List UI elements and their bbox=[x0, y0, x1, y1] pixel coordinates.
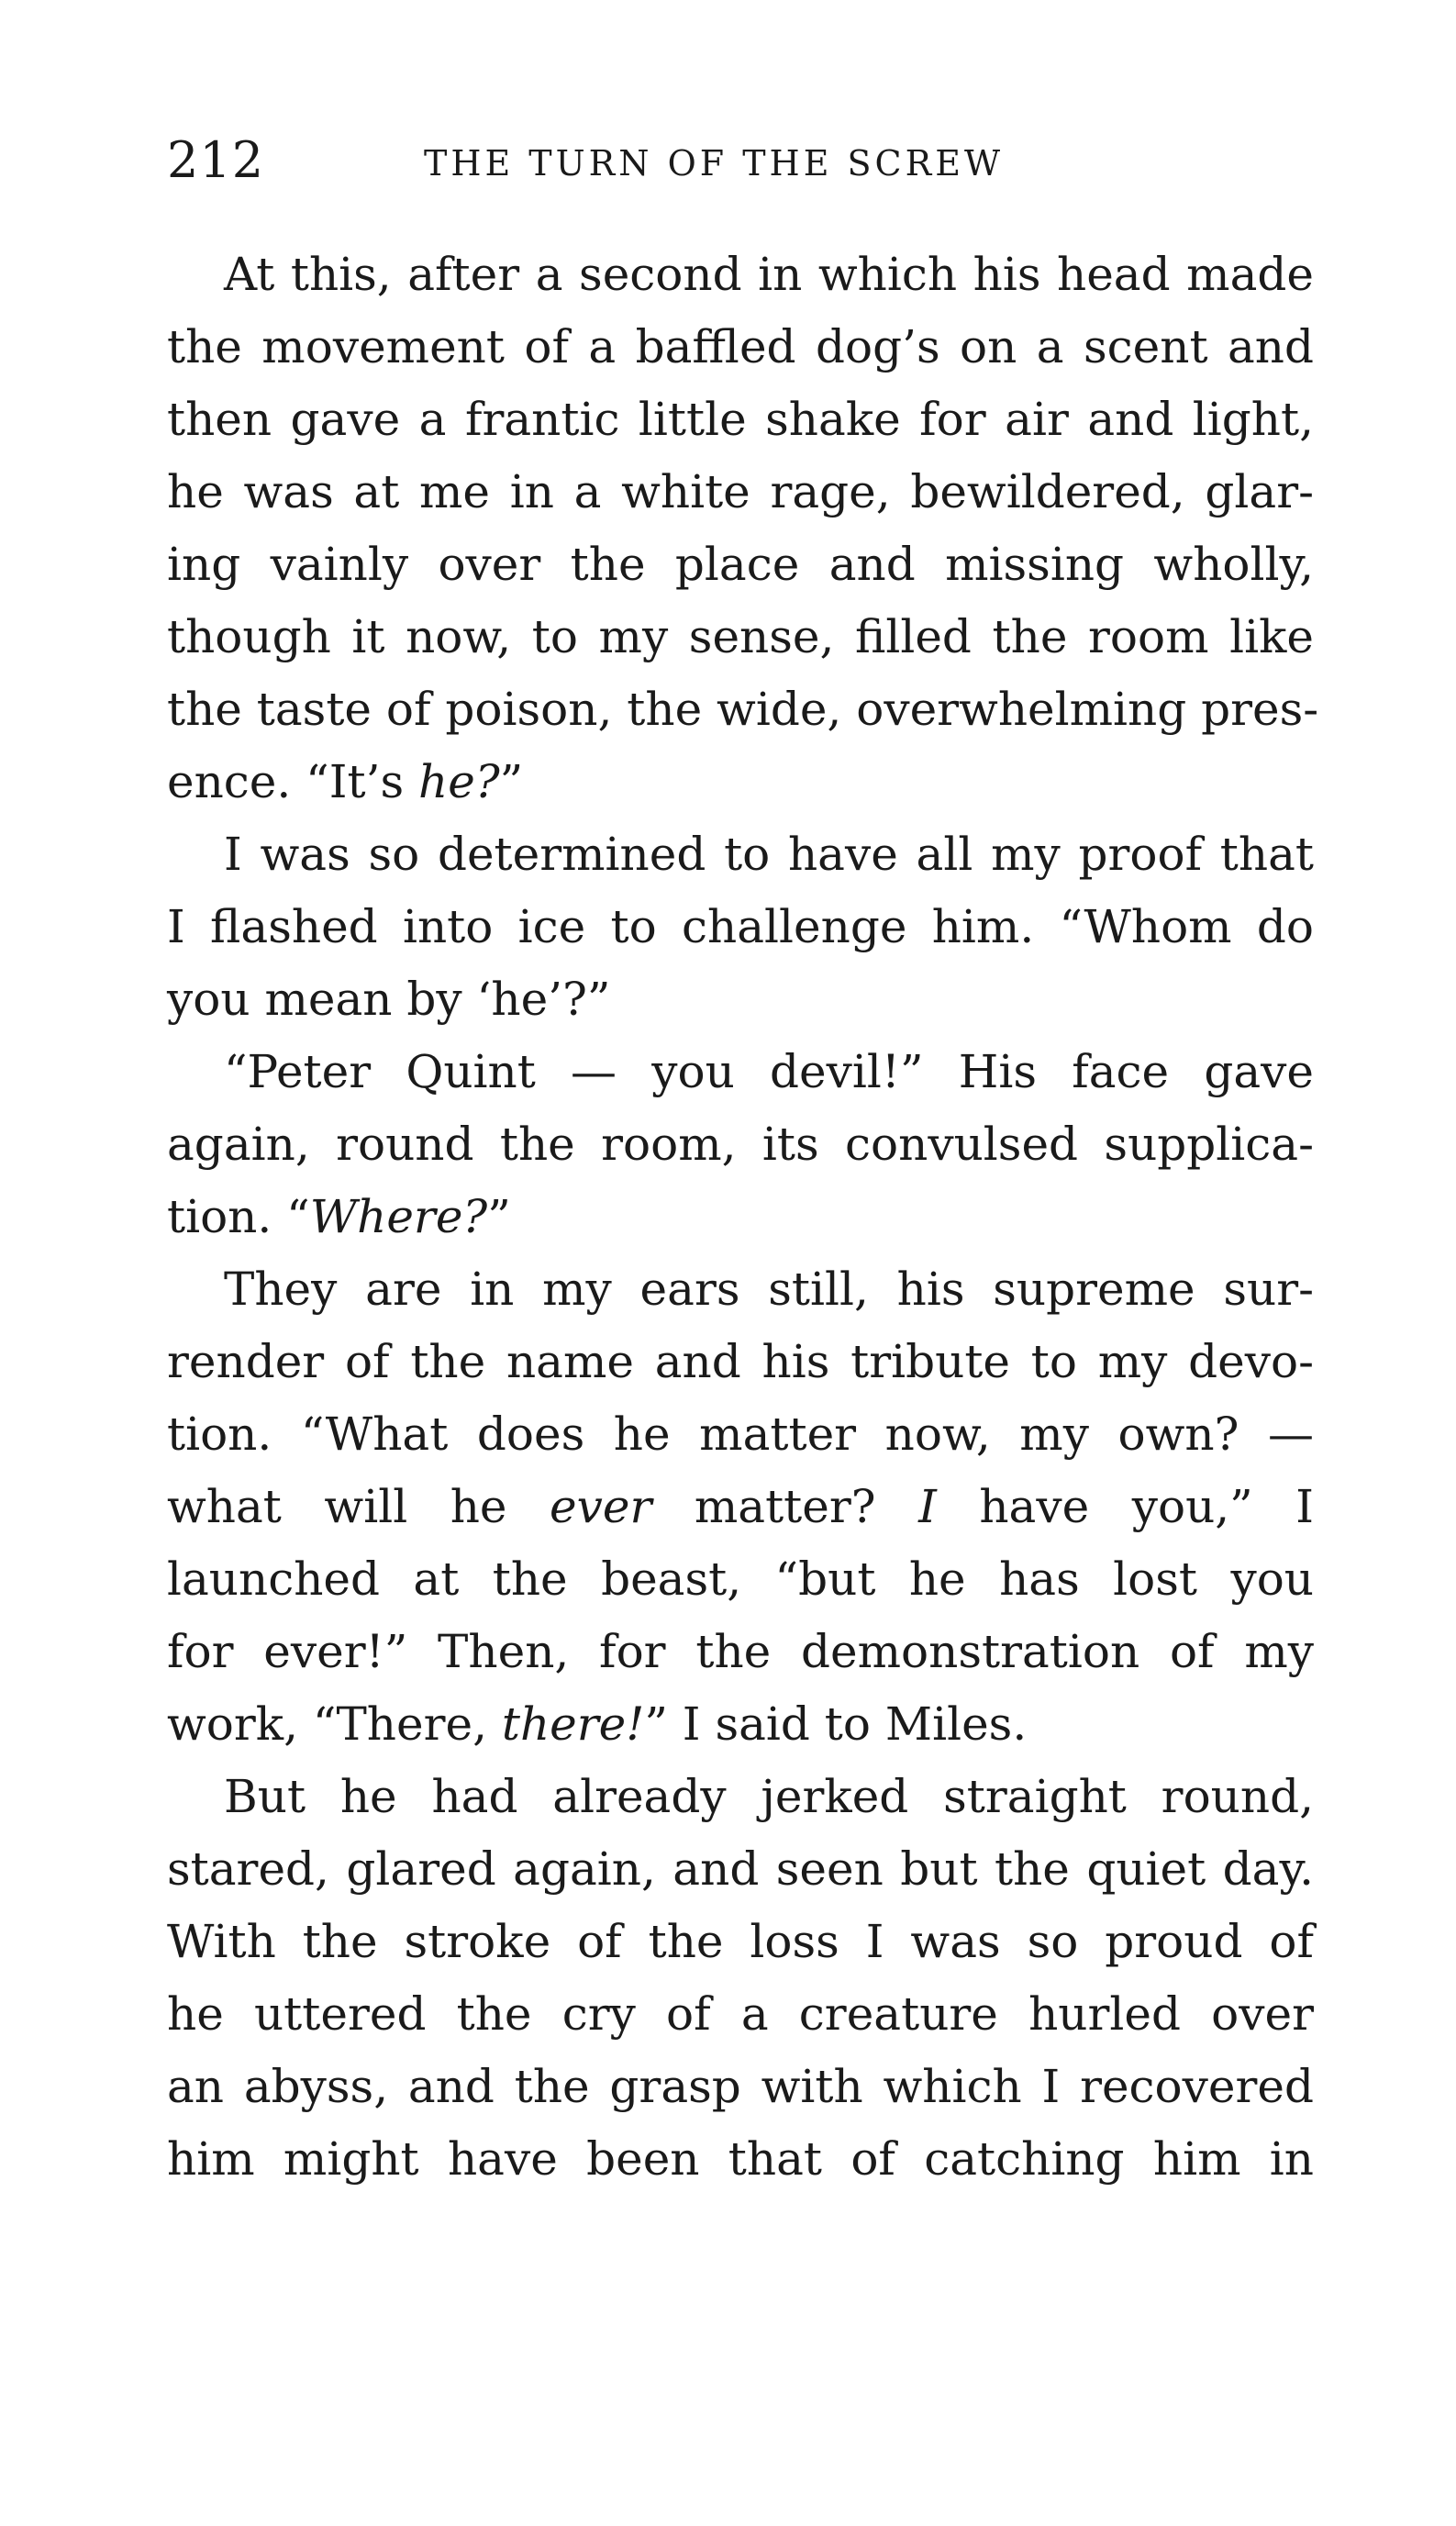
text-line: ing vainly over the place and missing wholly, bbox=[167, 538, 1314, 591]
running-head bbox=[167, 128, 1314, 193]
text-line bbox=[167, 1181, 1314, 1253]
paragraph-2 bbox=[167, 818, 1314, 1036]
text-line: he uttered the cry of a creature hurled over bbox=[167, 1987, 1314, 2041]
text-run: ” bbox=[487, 1190, 511, 1243]
text-line: They are in my ears still, his supreme sur- bbox=[224, 1263, 1314, 1316]
page-number: 212 bbox=[167, 131, 265, 189]
text-line: he was at me in a white rage, bewildered, glar- bbox=[167, 465, 1314, 518]
text-line: “Peter Quint — you devil!” His face gave bbox=[224, 1045, 1314, 1098]
text-line: stared, glared again, and seen but the quiet day. bbox=[167, 1842, 1314, 1896]
text-line: though it now, to my sense, filled the room like bbox=[167, 610, 1314, 663]
paragraph-4 bbox=[167, 1253, 1314, 1761]
text-line bbox=[167, 1688, 1314, 1761]
text-line: the movement of a baffled dog’s on a scent and bbox=[167, 320, 1314, 373]
paragraph-5 bbox=[167, 1761, 1314, 2196]
text-run: ence. “It’s bbox=[167, 755, 419, 808]
text-line: him might have been that of catching him in bbox=[167, 2132, 1314, 2186]
italic-text: Where? bbox=[309, 1190, 488, 1243]
text-line bbox=[167, 746, 1314, 818]
running-title: THE TURN OF THE SCREW bbox=[424, 143, 1005, 184]
text-line: the taste of poison, the wide, overwhelming pres- bbox=[167, 683, 1319, 736]
text-line: for ever!” Then, for the demonstration of my bbox=[167, 1625, 1314, 1678]
text-line: I was so determined to have all my proof that bbox=[224, 828, 1314, 881]
text-run: tion. “ bbox=[167, 1190, 310, 1243]
text-line bbox=[167, 1471, 1314, 1543]
text-line: I flashed into ice to challenge him. “Whom do bbox=[167, 900, 1314, 953]
text-run: ” I said to Miles. bbox=[644, 1697, 1028, 1751]
text-line: With the stroke of the loss I was so proud of bbox=[167, 1915, 1314, 1968]
text-run: what will he bbox=[167, 1480, 550, 1533]
text-line: At this, after a second in which his head made bbox=[224, 248, 1314, 301]
italic-text: I bbox=[918, 1480, 937, 1533]
text-run: matter? bbox=[651, 1480, 919, 1533]
text-line: But he had already jerked straight round, bbox=[224, 1770, 1314, 1823]
text-line: then gave a frantic little shake for air and light, bbox=[167, 393, 1314, 446]
text-run: ” bbox=[499, 755, 524, 808]
text-line: tion. “What does he matter now, my own? — bbox=[167, 1408, 1314, 1461]
paragraph-3 bbox=[167, 1036, 1314, 1253]
text-line: you mean by ‘he’?” bbox=[167, 973, 611, 1026]
text-run: have you,” I bbox=[936, 1480, 1314, 1533]
body-text bbox=[167, 239, 1319, 2196]
italic-text: ever bbox=[550, 1480, 652, 1533]
italic-text: he? bbox=[418, 755, 500, 808]
text-line: again, round the room, its convulsed supplica- bbox=[167, 1118, 1314, 1171]
text-run: work, “There, bbox=[167, 1697, 502, 1751]
paragraph-1 bbox=[167, 239, 1319, 818]
text-line: an abyss, and the grasp with which I recovered bbox=[167, 2060, 1314, 2113]
text-line: render of the name and his tribute to my devo- bbox=[167, 1335, 1314, 1388]
italic-text: there! bbox=[501, 1697, 645, 1751]
text-line: launched at the beast, “but he has lost you bbox=[167, 1552, 1314, 1606]
